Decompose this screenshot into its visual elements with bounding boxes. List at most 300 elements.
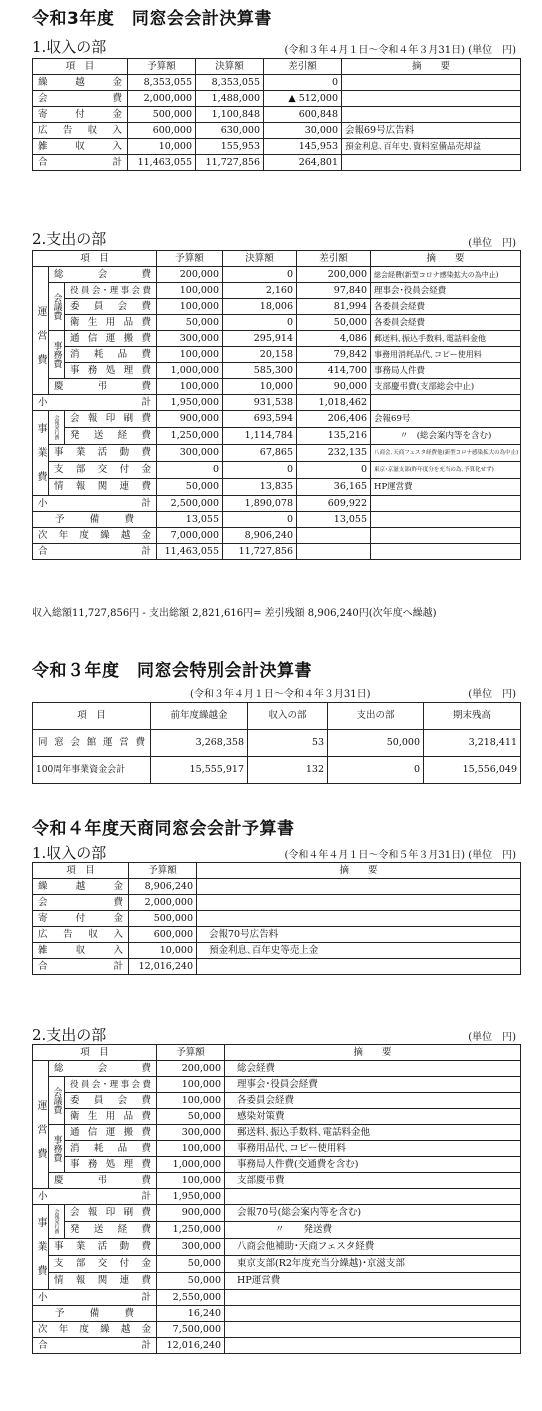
table-row [33,379,521,395]
table-row [33,411,521,428]
table-row [33,1141,521,1157]
row-budget: 12,016,240 [157,1338,225,1354]
row-note: 事務用消耗品代､コピー使用料 [371,347,521,363]
row-c4: 3,218,411 [424,730,521,757]
table-header-row [33,59,521,75]
row-c3: 50,000 [328,730,424,757]
row-budget: 16,240 [157,1306,225,1322]
row-item: 合計 [33,959,129,975]
s1-income-table [32,58,521,171]
row-budget: 1,000,000 [157,363,223,379]
header-c1: 前年度繰越金 [151,703,248,730]
s2-period: (令和３年４月１日～令和４年３月31日) [190,689,371,700]
header-note: 摘 要 [342,59,521,75]
row-actual: 295,914 [223,331,297,347]
row-budget: 100,000 [157,299,223,315]
row-item: 合計 [33,544,157,560]
row-item: 慶弔費 [49,379,157,395]
row-item: 小計 [33,496,157,512]
row-actual: 1,100,848 [196,107,264,123]
row-actual: 1,488,000 [196,91,264,107]
row-note: 感染対策費 [225,1109,521,1125]
row-item: 支部交付金 [49,1256,157,1273]
group-unei-text: 運営費 [35,1099,46,1172]
header-item: 項 目 [33,863,129,879]
table-row [33,528,521,544]
row-note [197,959,521,975]
table-row-total [33,959,521,975]
row-item: 通信運搬費 [65,331,157,347]
row-item: 会報印刷費 [65,411,157,428]
s3-income-heading: 1.収入の部 [32,844,107,862]
row-note: 会報70号(総会案内等を含む) [225,1205,521,1222]
row-budget: 100,000 [157,347,223,363]
group-label-kaiho [49,411,65,445]
row-budget: 100,000 [157,283,223,299]
row-item: 寄付金 [33,107,128,123]
row-actual: 11,727,856 [223,544,297,560]
row-note: HP運営費 [371,479,521,496]
row-budget: 900,000 [157,1205,225,1222]
header-c4: 期末残高 [424,703,521,730]
table-row [33,1157,521,1173]
header-item: 項 目 [33,251,157,267]
row-budget: 50,000 [157,1109,225,1125]
row-actual: 8,353,055 [196,75,264,91]
table-row-subtotal [33,395,521,411]
row-item: 100周年事業資金会計 [33,757,151,784]
row-actual: 10,000 [223,379,297,395]
row-note: 郵送料､振込手数料､電話料金他 [371,331,521,347]
row-note: 預金利息､百年史､資料室備品売却益 [342,139,521,155]
row-item: 合計 [33,1338,157,1354]
row-note: 八商会他補助･天商フェスタ経費 [225,1239,521,1256]
header-diff: 差引額 [264,59,342,75]
row-actual: 1,890,078 [223,496,297,512]
row-budget: 50,000 [157,1256,225,1273]
row-diff [297,544,371,560]
row-note: 東京･京滋支部(昨年度分を充当の為､予算化せず) [371,462,521,479]
row-budget: 50,000 [157,479,223,496]
row-budget: 300,000 [157,445,223,462]
table-row-total [33,155,521,171]
row-note [371,544,521,560]
row-diff: 97,840 [297,283,371,299]
header-budget: 予算額 [128,59,196,75]
row-item: 広告収入 [33,123,128,139]
row-note: 各委員会経費 [371,315,521,331]
table-header-row [33,703,521,730]
row-item: 雑収入 [33,139,128,155]
row-item: 繰越金 [33,75,128,91]
row-note [342,107,521,123]
row-item: 情報関連費 [49,1273,157,1290]
table-row [33,757,521,784]
row-item: 衛生用品費 [65,1109,157,1125]
s1-expense-unit: (単位 円) [468,238,516,249]
s3-expense-unit: (単位 円) [468,1032,516,1043]
header-note: 摘 要 [371,251,521,267]
group-jigyo-text: 事業費 [35,423,46,495]
row-diff: 0 [264,75,342,91]
row-item: 次年度繰越金 [33,528,157,544]
table-row [33,75,521,91]
row-item: 予備費 [33,1306,157,1322]
row-note: 総会経費 [225,1061,521,1077]
row-diff: 4,086 [297,331,371,347]
table-row [33,267,521,283]
row-c1: 15,555,917 [151,757,248,784]
row-note: 八商会､天商フェスタ経費他(新型コロナ感染拡大の為中止) [371,445,521,462]
row-budget: 200,000 [157,1061,225,1077]
row-note: 事務用品代､コピー使用料 [225,1141,521,1157]
header-item: 項 目 [33,1045,157,1061]
row-note: 支部慶弔費(支部総会中止) [371,379,521,395]
row-c4: 15,556,049 [424,757,521,784]
table-row [33,1322,521,1338]
row-item: 小計 [33,1290,157,1306]
row-note [225,1338,521,1354]
row-budget: 100,000 [157,379,223,395]
row-note [225,1322,521,1338]
table-row [33,445,521,462]
row-budget: 8,353,055 [128,75,196,91]
group-kaiho-text: 会報発行費 [53,415,60,440]
row-diff: 79,842 [297,347,371,363]
row-budget: 600,000 [128,123,196,139]
row-diff: 1,018,462 [297,395,371,411]
row-note [371,395,521,411]
row-item: 委員会費 [65,1093,157,1109]
row-budget: 2,500,000 [157,496,223,512]
table-header-row [33,251,521,267]
row-item: 事業活動費 [49,445,157,462]
table-row-subtotal [33,1189,521,1205]
row-budget: 10,000 [129,943,197,959]
table-row [33,123,521,139]
row-actual: 0 [223,462,297,479]
group-label-unei [33,267,49,395]
row-budget: 100,000 [157,1141,225,1157]
group-label-kaigi [49,1077,65,1125]
group-kaigi-text: 会議費 [51,1087,62,1114]
table-row [33,1239,521,1256]
header-item: 項 目 [33,703,151,730]
row-item: 衛生用品費 [65,315,157,331]
table-row [33,1077,521,1093]
row-item: 委員会費 [65,299,157,315]
row-item: 通信運搬費 [65,1125,157,1141]
table-row [33,1222,521,1239]
row-item: 小計 [33,395,157,411]
row-c1: 3,268,358 [151,730,248,757]
table-row [33,91,521,107]
row-budget: 1,250,000 [157,428,223,445]
header-c3: 支出の部 [328,703,424,730]
row-diff: 414,700 [297,363,371,379]
row-note: 支部慶弔費 [225,1173,521,1189]
row-budget: 300,000 [157,1239,225,1256]
s2-title: 令和３年度 同窓会特別会計決算書 [32,661,312,681]
row-budget: 600,000 [129,927,197,943]
row-diff: 90,000 [297,379,371,395]
s1-income-heading: 1.収入の部 [32,38,107,56]
table-row [33,331,521,347]
row-diff: 600,848 [264,107,342,123]
header-note: 摘 要 [225,1045,521,1061]
row-budget: 8,906,240 [129,879,197,895]
row-note: HP運営費 [225,1273,521,1290]
table-row [33,299,521,315]
row-note [197,895,521,911]
row-item: 役員会･理事会費 [65,283,157,299]
s3-expense-heading: 2.支出の部 [32,1026,107,1044]
row-item: 総会費 [49,267,157,283]
row-budget: 300,000 [157,331,223,347]
header-c2: 収入の部 [248,703,328,730]
table-row [33,512,521,528]
row-c2: 53 [248,730,328,757]
s3-title: 令和４年度天商同窓会会計予算書 [32,819,295,839]
row-actual: 931,538 [223,395,297,411]
row-note: 各委員会経費 [371,299,521,315]
table-row [33,315,521,331]
row-diff [297,528,371,544]
row-diff: 50,000 [297,315,371,331]
row-note [197,879,521,895]
row-item: 発送経費 [65,1222,157,1239]
group-label-jimu [49,331,65,379]
row-item: 事務処理費 [65,363,157,379]
group-unei-text: 運営費 [35,305,46,378]
row-item: 繰越金 [33,879,129,895]
row-item: 消耗品費 [65,1141,157,1157]
row-item: 発送経費 [65,428,157,445]
table-row [33,462,521,479]
row-budget: 1,000,000 [157,1157,225,1173]
row-budget: 7,500,000 [157,1322,225,1338]
row-c2: 132 [248,757,328,784]
row-budget: 300,000 [157,1125,225,1141]
row-note: 預金利息､百年史等売上金 [197,943,521,959]
group-label-unei [33,1061,49,1189]
s3-income-table [32,862,521,975]
group-label-kaiho [49,1205,65,1239]
table-row [33,1109,521,1125]
table-header-row [33,1045,521,1061]
row-item: 消耗品費 [65,347,157,363]
row-budget: 500,000 [128,107,196,123]
row-budget: 1,250,000 [157,1222,225,1239]
row-item: 総会費 [49,1061,157,1077]
table-row [33,895,521,911]
row-budget: 50,000 [157,1273,225,1290]
table-row [33,363,521,379]
table-row [33,730,521,757]
table-row [33,1256,521,1273]
row-note: 理事会･役員会経費 [225,1077,521,1093]
row-item: 同窓会館運営費 [33,730,151,757]
table-row [33,1125,521,1141]
row-budget: 100,000 [157,1093,225,1109]
group-label-jigyo [33,1205,49,1290]
row-note: 〃 (総会案内等を含む) [371,428,521,445]
row-diff: 206,406 [297,411,371,428]
row-note: 各委員会経費 [225,1093,521,1109]
table-header-row [33,863,521,879]
s1-summary: 収入総額11,727,856円 - 支出総額 2,821,616円= 差引残額 8,906,240円(次年度へ繰越) [32,608,437,619]
row-actual: 1,114,784 [223,428,297,445]
row-actual: 11,727,856 [196,155,264,171]
row-budget: 2,550,000 [157,1290,225,1306]
table-row-subtotal [33,1290,521,1306]
row-note: 郵送料､振込手数料､電話料金他 [225,1125,521,1141]
row-note [371,496,521,512]
row-actual: 2,160 [223,283,297,299]
table-row [33,927,521,943]
table-row [33,428,521,445]
group-label-jigyo [33,411,49,496]
row-diff: 13,055 [297,512,371,528]
header-note: 摘 要 [197,863,521,879]
row-item: 会報印刷費 [65,1205,157,1222]
row-actual: 8,906,240 [223,528,297,544]
row-note: 〃 発送費 [225,1222,521,1239]
row-budget: 1,950,000 [157,1189,225,1205]
row-actual: 0 [223,512,297,528]
row-note [225,1306,521,1322]
table-row [33,1061,521,1077]
row-item: 広告収入 [33,927,129,943]
row-c3: 0 [328,757,424,784]
row-diff: 36,165 [297,479,371,496]
row-diff: 264,801 [264,155,342,171]
row-note: 理事会･役員会経費 [371,283,521,299]
s2-unit: (単位 円) [468,689,516,700]
row-budget: 1,950,000 [157,395,223,411]
row-actual: 630,000 [196,123,264,139]
table-row [33,911,521,927]
row-actual: 18,006 [223,299,297,315]
row-item: 寄付金 [33,911,129,927]
row-diff: 0 [297,462,371,479]
row-actual: 13,835 [223,479,297,496]
s3-expense-table [32,1044,521,1354]
header-actual: 決算額 [196,59,264,75]
row-note [342,91,521,107]
row-budget: 500,000 [129,911,197,927]
row-actual: 693,594 [223,411,297,428]
table-row [33,1273,521,1290]
row-note: 会報69号広告料 [342,123,521,139]
row-note [197,911,521,927]
row-item: 役員会･理事会費 [65,1077,157,1093]
row-diff: 145,953 [264,139,342,155]
table-row [33,1205,521,1222]
row-diff: ▲ 512,000 [264,91,342,107]
group-jimu-text: 事務費 [51,1135,62,1162]
row-item: 次年度繰越金 [33,1322,157,1338]
row-item: 慶弔費 [49,1173,157,1189]
row-budget: 13,055 [157,512,223,528]
row-item: 事業活動費 [49,1239,157,1256]
row-note: 会報70号広告料 [197,927,521,943]
header-budget: 予算額 [157,1045,225,1061]
s1-title: 令和3年度 同窓会会計決算書 [32,9,272,29]
row-item: 情報関連費 [49,479,157,496]
row-item: 合計 [33,155,128,171]
row-actual: 67,865 [223,445,297,462]
row-actual: 0 [223,315,297,331]
row-note [342,75,521,91]
row-budget: 2,000,000 [129,895,197,911]
row-budget: 12,016,240 [129,959,197,975]
row-budget: 900,000 [157,411,223,428]
row-budget: 100,000 [157,1077,225,1093]
row-note [371,528,521,544]
row-item: 会費 [33,91,128,107]
row-item: 予備費 [33,512,157,528]
table-row [33,139,521,155]
s2-table [32,702,521,784]
header-budget: 予算額 [157,251,223,267]
row-diff: 200,000 [297,267,371,283]
row-diff: 135,216 [297,428,371,445]
group-jigyo-text: 事業費 [35,1217,46,1289]
table-row-total [33,1338,521,1354]
s1-expense-table [32,250,521,560]
row-actual: 20,158 [223,347,297,363]
group-jimu-text: 事務費 [51,341,62,368]
s1-income-period: (令和３年４月１日～令和４年３月31日) (単位 円) [284,45,516,56]
row-budget: 100,000 [157,1173,225,1189]
header-budget: 予算額 [129,863,197,879]
s1-expense-heading: 2.支出の部 [32,230,107,248]
row-note: 会報69号 [371,411,521,428]
row-note [225,1189,521,1205]
row-note: 東京支部(R2年度充当分繰越)･京滋支部 [225,1256,521,1273]
group-label-kaigi [49,283,65,331]
row-note [371,512,521,528]
group-kaigi-text: 会議費 [51,293,62,320]
row-note: 事務局人件費(交通費を含む) [225,1157,521,1173]
table-row [33,1306,521,1322]
row-item: 事務処理費 [65,1157,157,1173]
row-item: 支部交付金 [49,462,157,479]
row-item: 会費 [33,895,129,911]
table-row [33,347,521,363]
table-row [33,879,521,895]
row-note [342,155,521,171]
table-row [33,283,521,299]
row-budget: 11,463,055 [128,155,196,171]
row-note: 総会経費(新型コロナ感染拡大の為中止) [371,267,521,283]
row-budget: 0 [157,462,223,479]
row-actual: 0 [223,267,297,283]
table-row [33,107,521,123]
row-item: 雑収入 [33,943,129,959]
row-diff: 30,000 [264,123,342,139]
row-diff: 232,135 [297,445,371,462]
header-item: 項 目 [33,59,128,75]
table-row-subtotal [33,496,521,512]
group-label-jimu [49,1125,65,1173]
table-row [33,1173,521,1189]
header-actual: 決算額 [223,251,297,267]
row-note [225,1290,521,1306]
row-budget: 11,463,055 [157,544,223,560]
row-budget: 7,000,000 [157,528,223,544]
